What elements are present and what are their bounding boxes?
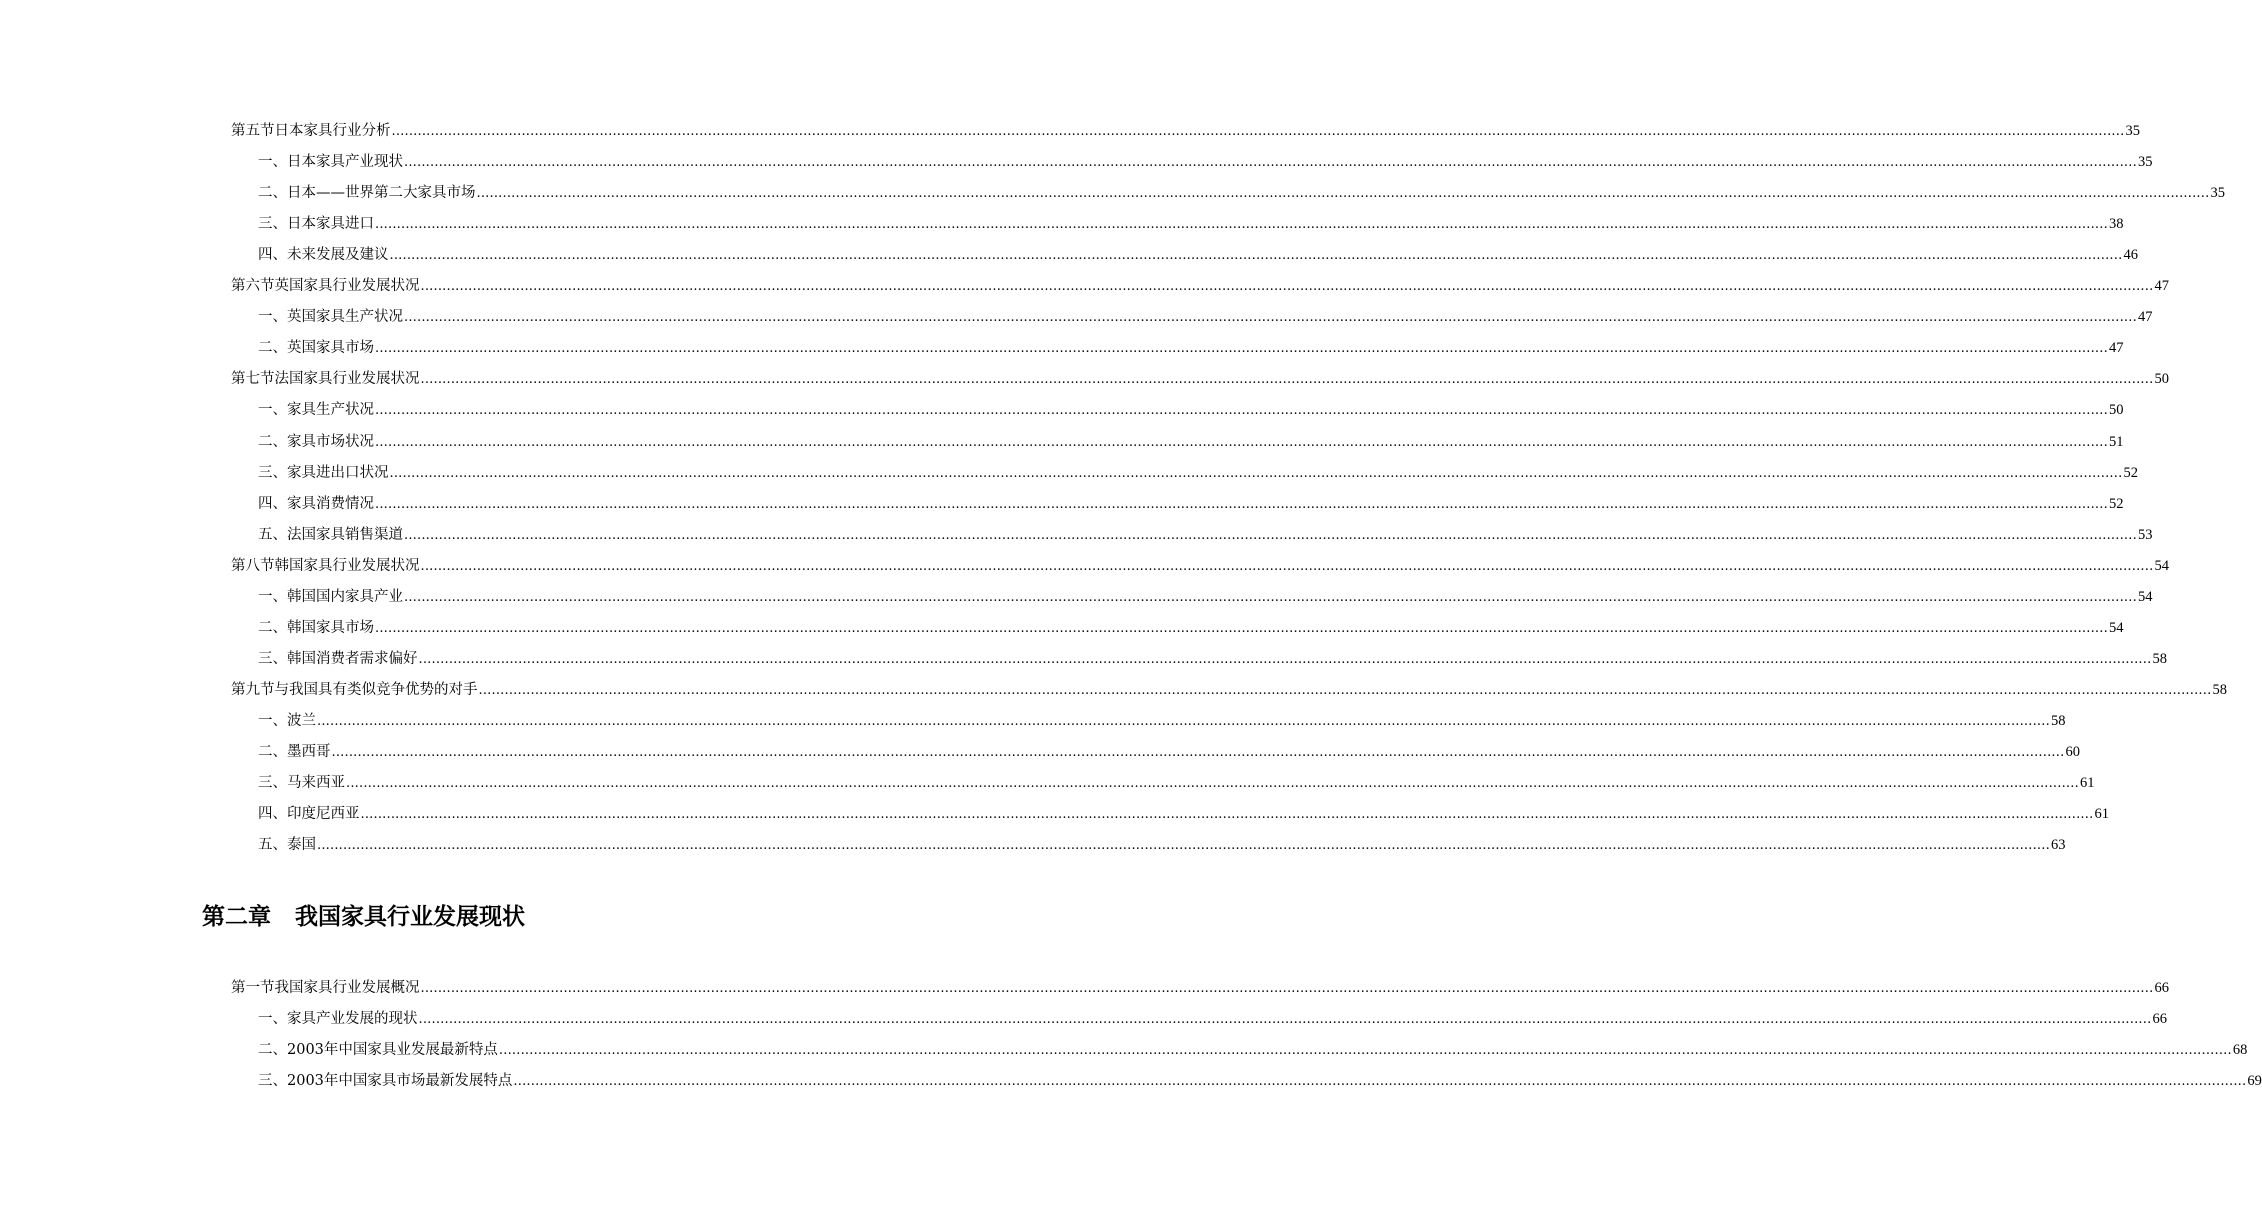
toc-section-entry[interactable] bbox=[231, 556, 2169, 576]
toc-entry-title: 二、墨西哥 bbox=[258, 744, 331, 760]
toc-entry-title: 与我国具有类似竞争优势的对手 bbox=[274, 682, 478, 698]
toc-section-entry[interactable] bbox=[231, 369, 2169, 389]
toc-page-number: 54 bbox=[2108, 620, 2124, 636]
toc-entry-title: 二、日本——世界第二大家具市场 bbox=[258, 185, 476, 201]
toc-entry-title: 五、法国家具销售渠道 bbox=[258, 527, 403, 543]
toc-page-number: 69 bbox=[2247, 1073, 2262, 1089]
dot-leader: ................................................................................................................................................................................................................................................................................................................................................................................................................ bbox=[420, 279, 2154, 294]
toc-page-number: 38 bbox=[2108, 216, 2124, 232]
toc-entry-title: 一、日本家具产业现状 bbox=[258, 154, 403, 170]
dot-leader: ................................................................................................................................................................................................................................................................................................................................................................................................................ bbox=[418, 1012, 2152, 1027]
toc-page-number: 58 bbox=[2212, 682, 2227, 698]
toc-page-number: 54 bbox=[2154, 558, 2169, 574]
toc-page-number: 58 bbox=[2050, 713, 2066, 729]
dot-leader: ................................................................................................................................................................................................................................................................................................................................................................................................................ bbox=[331, 745, 2065, 760]
toc-entry-title: 一、韩国国内家具产业 bbox=[258, 589, 403, 605]
toc-entry-label: 第一节 bbox=[231, 980, 275, 996]
toc-subsection-entry[interactable] bbox=[258, 835, 2066, 855]
toc-page-number: 63 bbox=[2050, 837, 2066, 853]
toc-entry-title: 三、家具进出口状况 bbox=[258, 465, 389, 481]
toc-page-number: 47 bbox=[2137, 309, 2153, 325]
dot-leader: ................................................................................................................................................................................................................................................................................................................................................................................................................ bbox=[420, 372, 2154, 387]
toc-subsection-entry[interactable] bbox=[258, 494, 2124, 514]
toc-page-number: 53 bbox=[2137, 527, 2153, 543]
toc-subsection-entry[interactable] bbox=[258, 307, 2153, 327]
toc-page-number: 51 bbox=[2108, 434, 2124, 450]
toc-entry-title: 三、马来西亚 bbox=[258, 775, 345, 791]
toc-entry-title: 法国家具行业发展状况 bbox=[274, 371, 420, 387]
dot-leader: ................................................................................................................................................................................................................................................................................................................................................................................................................ bbox=[375, 435, 2108, 450]
dot-leader: ................................................................................................................................................................................................................................................................................................................................................................................................................ bbox=[420, 981, 2154, 996]
toc-page-number: 54 bbox=[2137, 589, 2153, 605]
chapter-heading bbox=[202, 898, 525, 931]
toc-section-entry[interactable] bbox=[231, 276, 2169, 296]
dot-leader: ................................................................................................................................................................................................................................................................................................................................................................................................................ bbox=[476, 186, 2210, 201]
toc-subsection-entry[interactable] bbox=[258, 432, 2124, 452]
toc-page-number: 35 bbox=[2137, 154, 2153, 170]
dot-leader: ................................................................................................................................................................................................................................................................................................................................................................................................................ bbox=[375, 217, 2108, 232]
dot-leader: ................................................................................................................................................................................................................................................................................................................................................................................................................ bbox=[513, 1074, 2247, 1089]
toc-subsection-entry[interactable] bbox=[258, 649, 2167, 669]
toc-page-number: 58 bbox=[2152, 651, 2167, 667]
toc-subsection-entry[interactable] bbox=[258, 245, 2138, 265]
toc-page-number: 61 bbox=[2079, 775, 2095, 791]
dot-leader: ................................................................................................................................................................................................................................................................................................................................................................................................................ bbox=[317, 838, 2050, 853]
toc-page-number: 66 bbox=[2152, 1011, 2167, 1027]
toc-entry-label: 第七节 bbox=[231, 371, 275, 387]
toc-subsection-entry[interactable] bbox=[258, 338, 2124, 358]
toc-entry-title: 韩国家具行业发展状况 bbox=[274, 558, 420, 574]
toc-entry-title: 三、韩国消费者需求偏好 bbox=[258, 651, 418, 667]
toc-page-number: 68 bbox=[2232, 1042, 2248, 1058]
dot-leader: ................................................................................................................................................................................................................................................................................................................................................................................................................ bbox=[404, 528, 2137, 543]
toc-section-entry[interactable] bbox=[231, 121, 2140, 141]
toc-entry-title: 五、泰国 bbox=[258, 837, 316, 853]
toc-page-number: 47 bbox=[2154, 278, 2169, 294]
toc-subsection-entry[interactable] bbox=[258, 587, 2153, 607]
toc-subsection-entry[interactable] bbox=[258, 214, 2124, 234]
toc-page-number: 47 bbox=[2108, 340, 2124, 356]
toc-entry-title: 四、印度尼西亚 bbox=[258, 806, 360, 822]
toc-entry-title: 三、2003年中国家具市场最新发展特点 bbox=[258, 1073, 513, 1089]
toc-entry-title: 我国家具行业发展概况 bbox=[274, 980, 420, 996]
toc-subsection-entry[interactable] bbox=[258, 711, 2066, 731]
toc-subsection-entry[interactable] bbox=[258, 1040, 2248, 1060]
toc-entry-label: 第六节 bbox=[231, 278, 275, 294]
dot-leader: ................................................................................................................................................................................................................................................................................................................................................................................................................ bbox=[317, 714, 2050, 729]
toc-entry-title: 一、英国家具生产状况 bbox=[258, 309, 403, 325]
toc-subsection-entry[interactable] bbox=[258, 183, 2225, 203]
toc-page-number: 50 bbox=[2154, 371, 2169, 387]
toc-entry-title: 一、家具产业发展的现状 bbox=[258, 1011, 418, 1027]
toc-page-number: 61 bbox=[2094, 806, 2109, 822]
toc-subsection-entry[interactable] bbox=[258, 742, 2080, 762]
dot-leader: ................................................................................................................................................................................................................................................................................................................................................................................................................ bbox=[389, 248, 2123, 263]
toc-section-entry[interactable] bbox=[231, 978, 2169, 998]
toc-entry-title: 二、家具市场状况 bbox=[258, 434, 374, 450]
toc-page-number: 66 bbox=[2154, 980, 2169, 996]
toc-subsection-entry[interactable] bbox=[258, 463, 2138, 483]
dot-leader: ................................................................................................................................................................................................................................................................................................................................................................................................................ bbox=[375, 403, 2108, 418]
toc-entry-label: 第九节 bbox=[231, 682, 275, 698]
toc-entry-label: 第八节 bbox=[231, 558, 275, 574]
dot-leader: ................................................................................................................................................................................................................................................................................................................................................................................................................ bbox=[389, 466, 2123, 481]
toc-entry-title: 三、日本家具进口 bbox=[258, 216, 374, 232]
toc-page-number: 50 bbox=[2108, 402, 2124, 418]
toc-page-number: 60 bbox=[2065, 744, 2080, 760]
toc-entry-title: 一、波兰 bbox=[258, 713, 316, 729]
dot-leader: ................................................................................................................................................................................................................................................................................................................................................................................................................ bbox=[346, 776, 2079, 791]
toc-entry-title: 四、家具消费情况 bbox=[258, 496, 374, 512]
toc-subsection-entry[interactable] bbox=[258, 152, 2153, 172]
chapter-title: 我国家具行业发展现状 bbox=[295, 904, 525, 930]
dot-leader: ................................................................................................................................................................................................................................................................................................................................................................................................................ bbox=[375, 497, 2108, 512]
toc-subsection-entry[interactable] bbox=[258, 1009, 2167, 1029]
toc-entry-title: 英国家具行业发展状况 bbox=[274, 278, 420, 294]
dot-leader: ................................................................................................................................................................................................................................................................................................................................................................................................................ bbox=[478, 683, 2212, 698]
toc-subsection-entry[interactable] bbox=[258, 618, 2124, 638]
dot-leader: ................................................................................................................................................................................................................................................................................................................................................................................................................ bbox=[498, 1043, 2232, 1058]
toc-subsection-entry[interactable] bbox=[258, 1071, 2262, 1091]
toc-page-number: 46 bbox=[2123, 247, 2138, 263]
dot-leader: ................................................................................................................................................................................................................................................................................................................................................................................................................ bbox=[375, 621, 2108, 636]
toc-entry-title: 二、2003年中国家具业发展最新特点 bbox=[258, 1042, 498, 1058]
dot-leader: ................................................................................................................................................................................................................................................................................................................................................................................................................ bbox=[404, 155, 2137, 170]
toc-entry-title: 四、未来发展及建议 bbox=[258, 247, 389, 263]
toc-subsection-entry[interactable] bbox=[258, 773, 2095, 793]
dot-leader: ................................................................................................................................................................................................................................................................................................................................................................................................................ bbox=[420, 559, 2154, 574]
toc-subsection-entry[interactable] bbox=[258, 804, 2109, 824]
toc-entry-label: 第五节 bbox=[231, 123, 275, 139]
toc-entry-title: 日本家具行业分析 bbox=[274, 123, 391, 139]
dot-leader: ................................................................................................................................................................................................................................................................................................................................................................................................................ bbox=[404, 310, 2137, 325]
chapter-label: 第二章 bbox=[202, 904, 271, 930]
dot-leader: ................................................................................................................................................................................................................................................................................................................................................................................................................ bbox=[404, 590, 2137, 605]
dot-leader: ................................................................................................................................................................................................................................................................................................................................................................................................................ bbox=[391, 124, 2125, 139]
toc-page-number: 52 bbox=[2108, 496, 2124, 512]
toc-entry-title: 二、韩国家具市场 bbox=[258, 620, 374, 636]
toc-entry-title: 二、英国家具市场 bbox=[258, 340, 374, 356]
dot-leader: ................................................................................................................................................................................................................................................................................................................................................................................................................ bbox=[418, 652, 2152, 667]
dot-leader: ................................................................................................................................................................................................................................................................................................................................................................................................................ bbox=[375, 341, 2108, 356]
dot-leader: ................................................................................................................................................................................................................................................................................................................................................................................................................ bbox=[360, 807, 2094, 822]
toc-page-number: 35 bbox=[2210, 185, 2225, 201]
toc-subsection-entry[interactable] bbox=[258, 525, 2153, 545]
toc-entry-title: 一、家具生产状况 bbox=[258, 402, 374, 418]
toc-section-entry[interactable] bbox=[231, 680, 2227, 700]
toc-page-number: 35 bbox=[2125, 123, 2140, 139]
toc-subsection-entry[interactable] bbox=[258, 400, 2124, 420]
toc-page-number: 52 bbox=[2123, 465, 2138, 481]
